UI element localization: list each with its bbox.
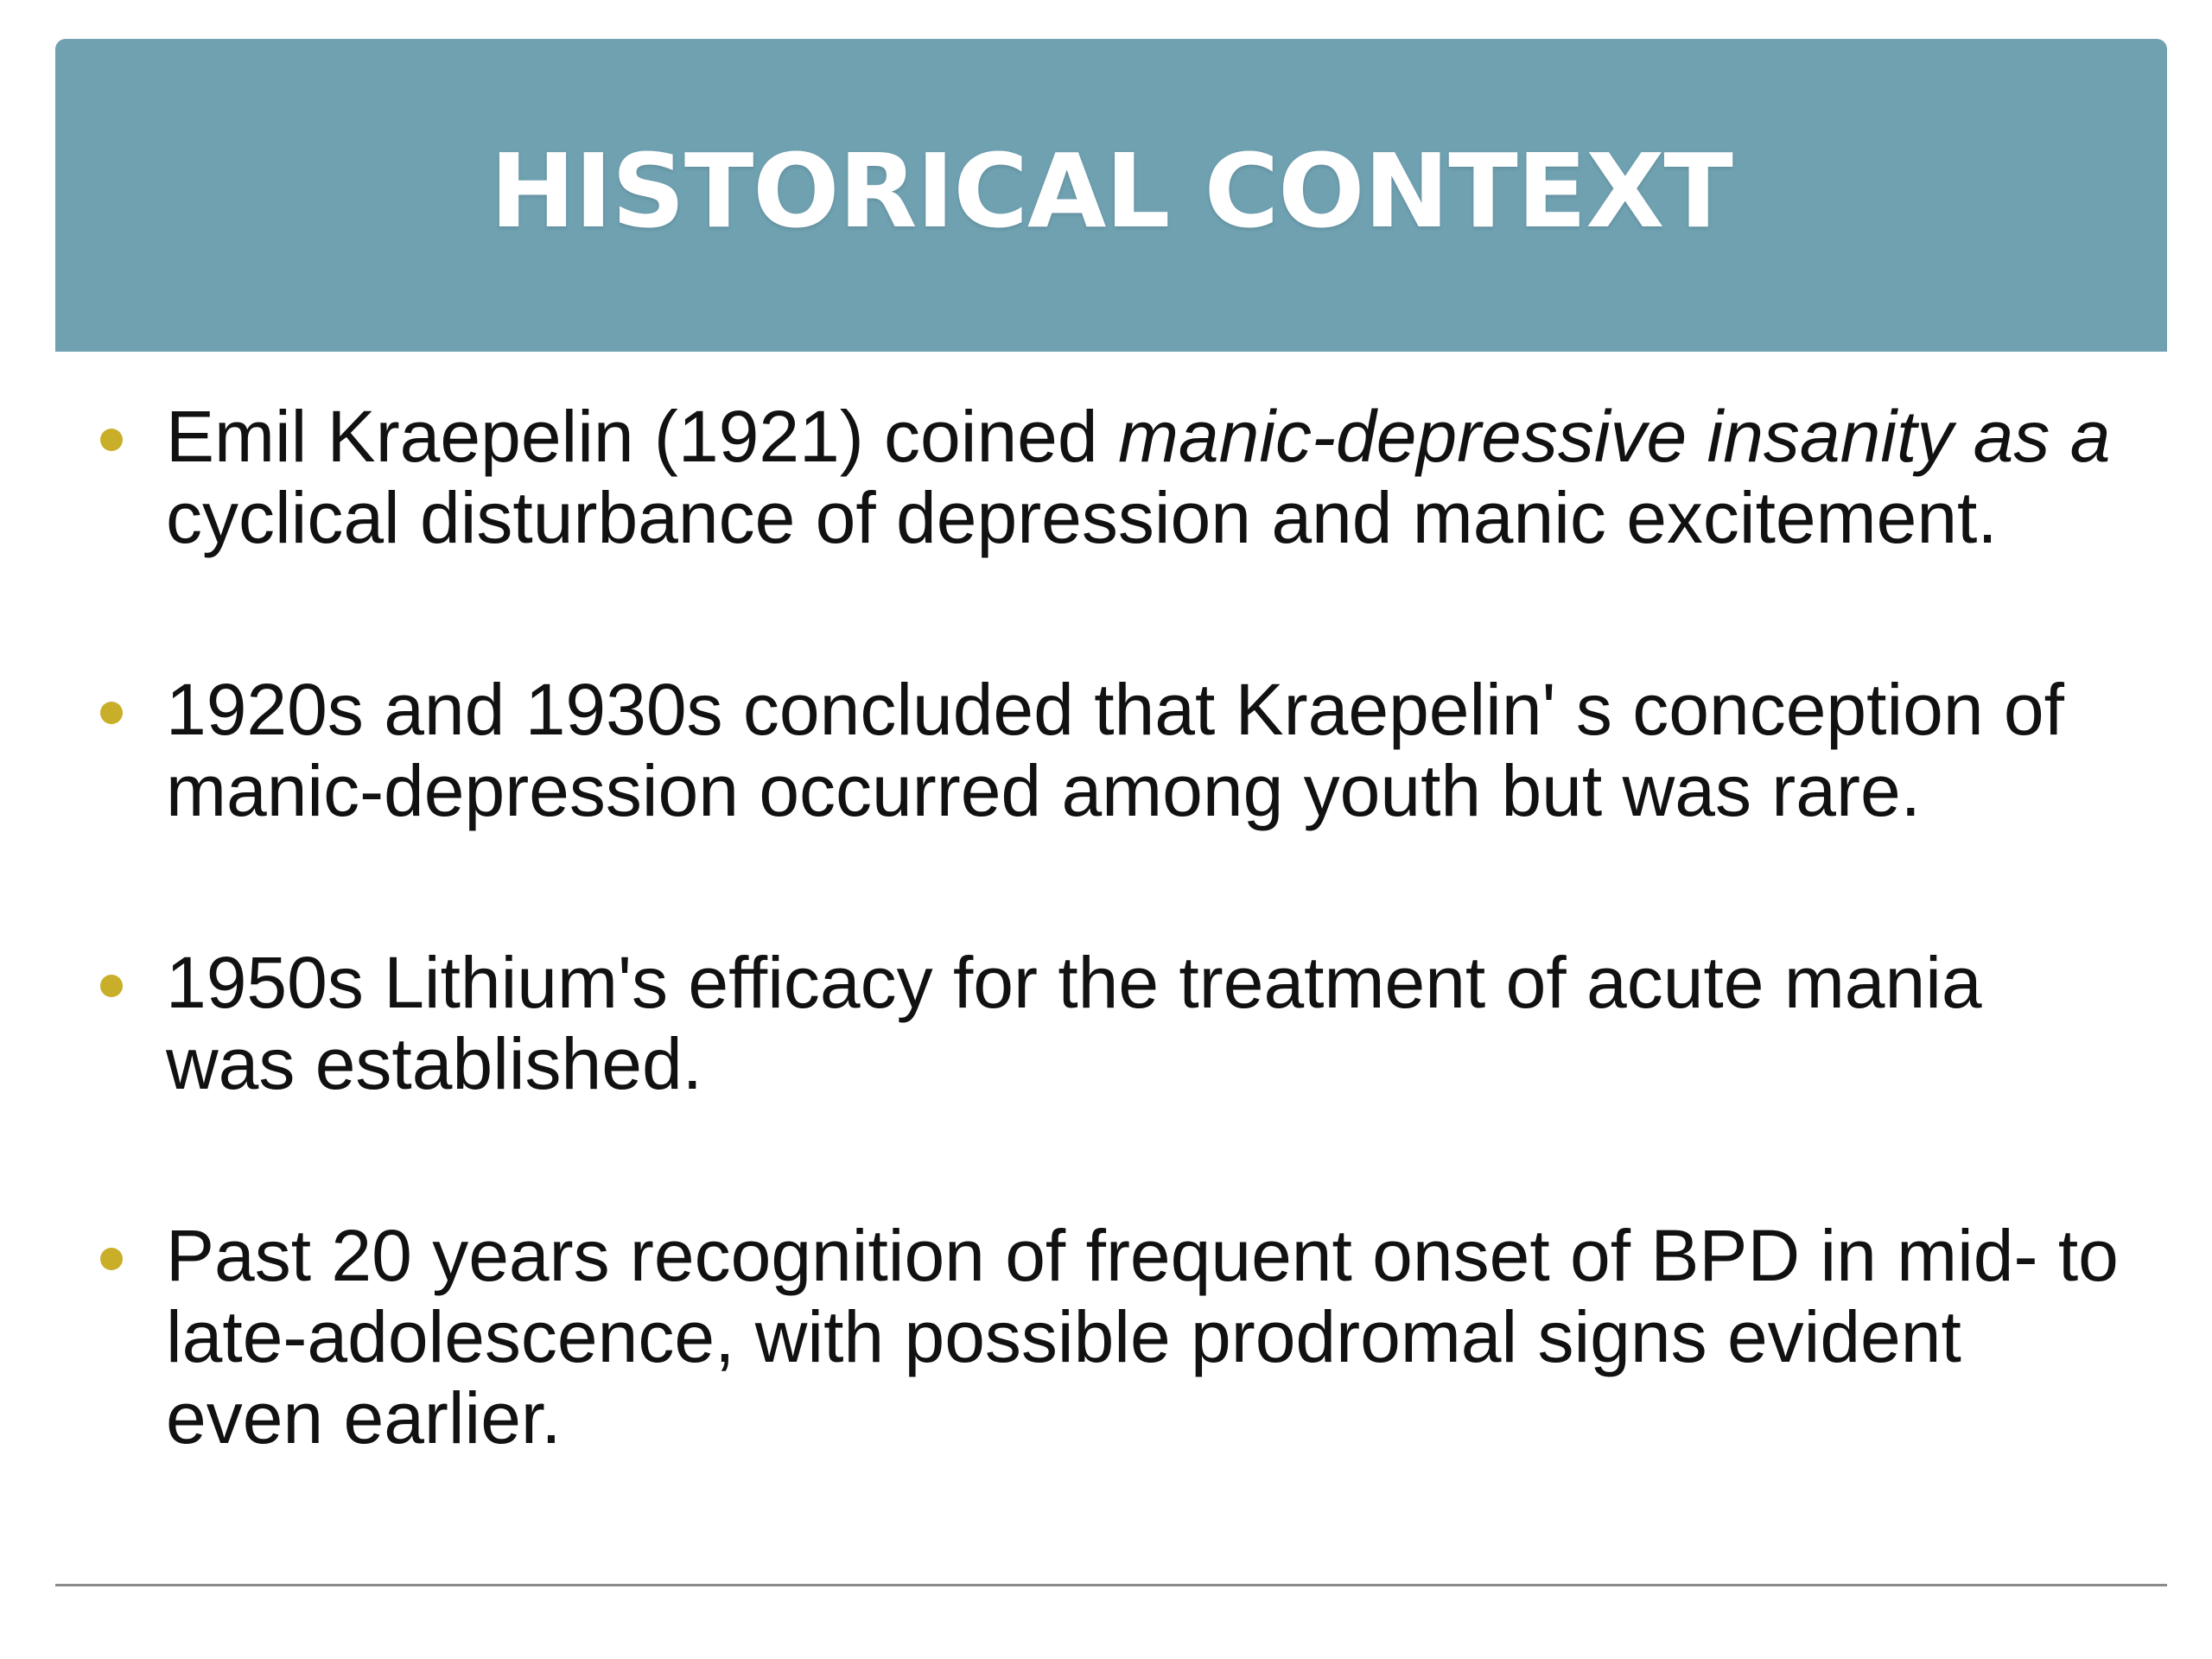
bullet-list <box>100 396 2122 1569</box>
bullet-item-past-20-years <box>100 1215 2122 1459</box>
bullet-dot-icon <box>100 1248 123 1270</box>
bullet-item-kraepelin <box>100 396 2122 558</box>
bullet-text-end: cyclical disturbance of depression and manic excitement. <box>166 477 1998 558</box>
bullet-text-italic: manic-depressive insanity as a <box>1117 396 2111 477</box>
footer-divider <box>55 1584 2167 1586</box>
bullet-dot-icon <box>100 975 123 997</box>
slide-title: HISTORICAL CONTEXT <box>490 131 1732 251</box>
bullet-dot-icon <box>100 429 123 451</box>
bullet-text-start: Emil Kraepelin (1921) coined <box>166 396 1118 477</box>
bullet-item-1920s <box>100 669 2122 831</box>
bullet-text: 1920s and 1930s concluded that Kraepelin' s conception of manic-depression occurred among youth but was rare. <box>166 669 2064 831</box>
bullet-text: Past 20 years recognition of frequent onset of BPD in mid- to late-adolescence, with possible prodromal signs evident even earlier. <box>166 1215 2119 1459</box>
bullet-dot-icon <box>100 702 123 724</box>
bullet-text: 1950s Lithium's efficacy for the treatment of acute mania was established. <box>166 942 1982 1104</box>
title-bar <box>55 39 2167 352</box>
bullet-item-1950s <box>100 942 2122 1104</box>
